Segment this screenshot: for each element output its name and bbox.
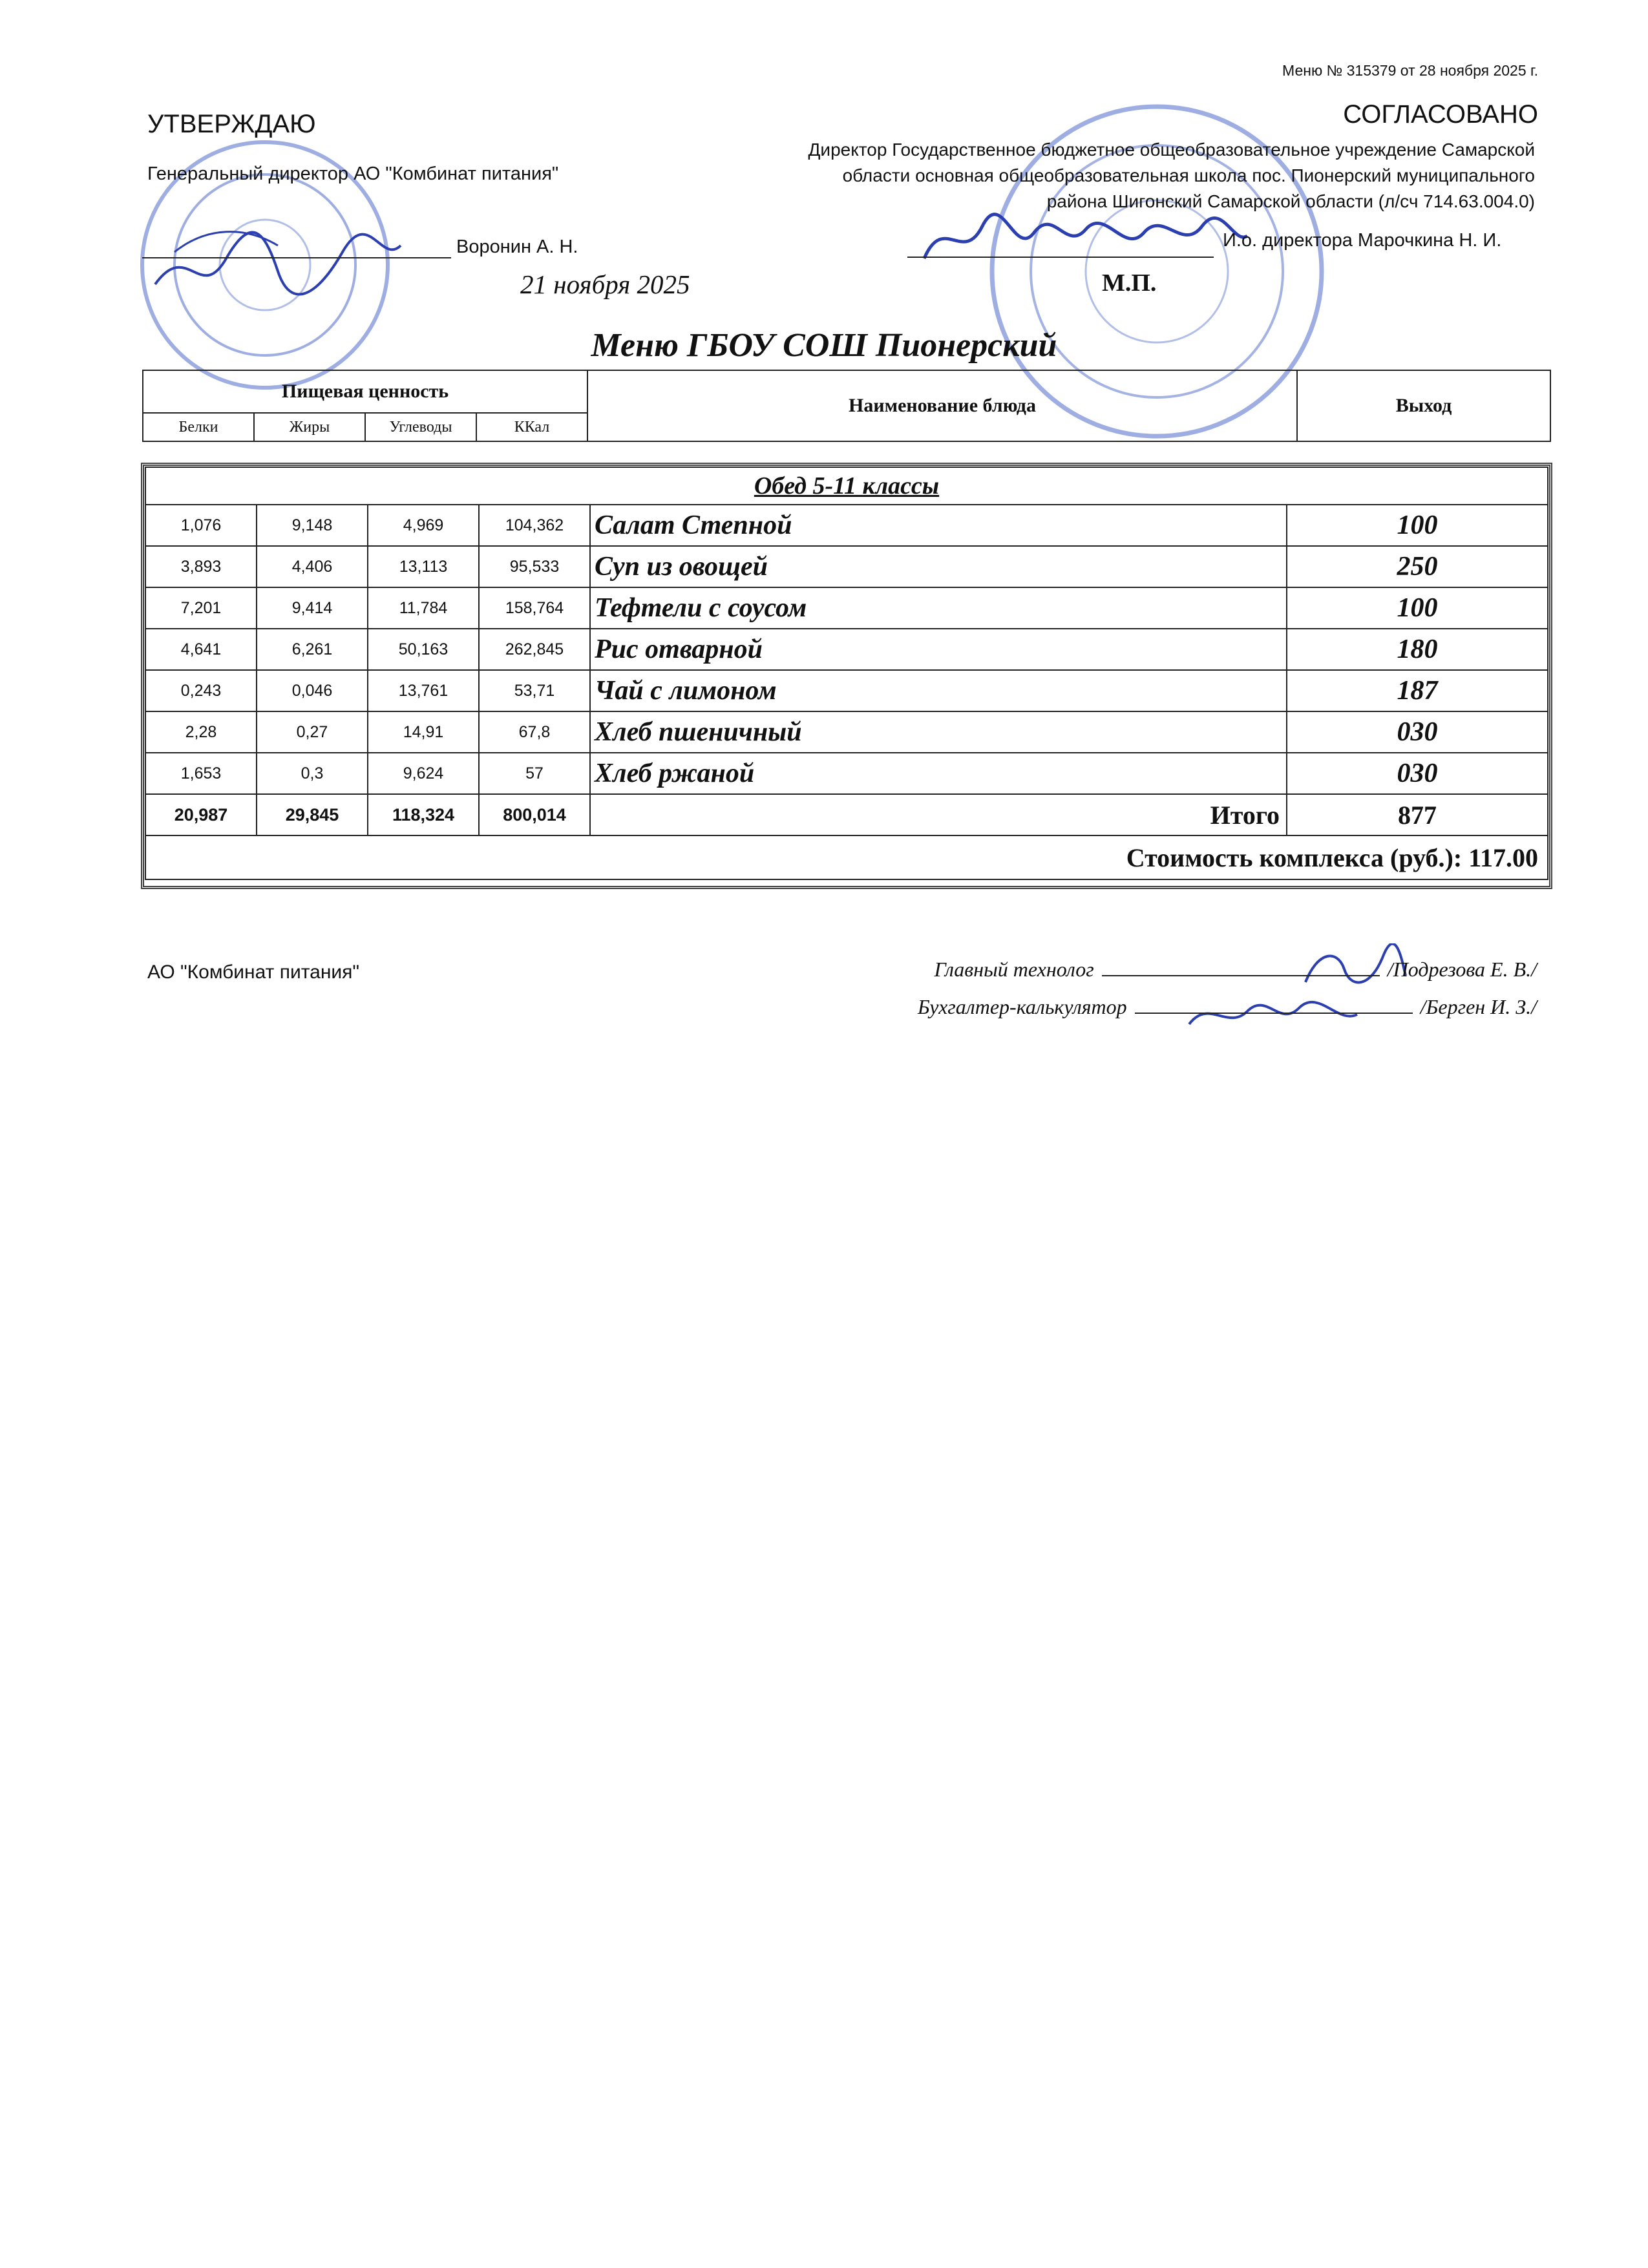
carbs-cell: 4,969 — [368, 505, 479, 546]
col-kcal: ККал — [476, 413, 587, 441]
output-cell: 100 — [1287, 587, 1548, 629]
dish-cell: Салат Степной — [590, 505, 1287, 546]
fat-cell: 0,046 — [257, 670, 368, 711]
output-cell: 187 — [1287, 670, 1548, 711]
dish-name-header: Наименование блюда — [587, 370, 1297, 441]
carbs-cell: 13,761 — [368, 670, 479, 711]
table-row — [145, 753, 1548, 794]
approve-signature-line — [142, 257, 451, 258]
fat-cell: 6,261 — [257, 629, 368, 670]
dish-cell: Хлеб ржаной — [590, 753, 1287, 794]
output-cell: 100 — [1287, 505, 1548, 546]
approve-date: 21 ноября 2025 — [520, 269, 690, 299]
menu-table — [145, 467, 1548, 880]
total-fat: 29,845 — [257, 794, 368, 835]
complex-cost: Стоимость комплекса (руб.): 117.00 — [145, 835, 1548, 879]
kcal-cell: 67,8 — [479, 711, 590, 753]
table-row — [145, 629, 1548, 670]
nutrition-header: Пищевая ценность — [143, 370, 587, 413]
section-title: Обед 5-11 классы — [145, 467, 1548, 505]
carbs-cell: 11,784 — [368, 587, 479, 629]
output-cell: 030 — [1287, 711, 1548, 753]
menu-header-table — [142, 370, 1551, 442]
technologist-signature-line — [1102, 958, 1380, 976]
total-row — [145, 794, 1548, 835]
stamp-mark: М.П. — [1102, 269, 1157, 297]
kcal-cell: 158,764 — [479, 587, 590, 629]
output-cell: 030 — [1287, 753, 1548, 794]
technologist-name: /Подрезова Е. В./ — [1387, 958, 1537, 981]
agree-role-line: Директор Государственное бюджетное общеобразовательное учреждение Самарской — [808, 140, 1535, 160]
total-protein: 20,987 — [145, 794, 257, 835]
agree-role — [721, 137, 1535, 215]
agree-heading: СОГЛАСОВАНО — [1343, 100, 1538, 129]
table-row — [145, 546, 1548, 587]
total-carbs: 118,324 — [368, 794, 479, 835]
footer-org: АО "Комбинат питания" — [147, 961, 360, 983]
total-output: 877 — [1287, 794, 1548, 835]
table-row — [145, 587, 1548, 629]
accountant-signature-row — [918, 995, 1537, 1019]
dish-cell: Рис отварной — [590, 629, 1287, 670]
fat-cell: 0,3 — [257, 753, 368, 794]
accountant-name: /Берген И. З./ — [1420, 995, 1537, 1018]
total-kcal: 800,014 — [479, 794, 590, 835]
agree-signature-line — [907, 257, 1214, 258]
protein-cell: 3,893 — [145, 546, 257, 587]
col-fat: Жиры — [254, 413, 365, 441]
protein-cell: 7,201 — [145, 587, 257, 629]
dish-cell: Тефтели с соусом — [590, 587, 1287, 629]
fat-cell: 9,148 — [257, 505, 368, 546]
fat-cell: 9,414 — [257, 587, 368, 629]
dish-cell: Хлеб пшеничный — [590, 711, 1287, 753]
protein-cell: 2,28 — [145, 711, 257, 753]
output-cell: 250 — [1287, 546, 1548, 587]
kcal-cell: 57 — [479, 753, 590, 794]
document-title: Меню ГБОУ СОШ Пионерский — [591, 327, 1057, 364]
protein-cell: 1,076 — [145, 505, 257, 546]
kcal-cell: 104,362 — [479, 505, 590, 546]
technologist-role: Главный технолог — [934, 958, 1094, 981]
output-cell: 180 — [1287, 629, 1548, 670]
kcal-cell: 262,845 — [479, 629, 590, 670]
kcal-cell: 53,71 — [479, 670, 590, 711]
carbs-cell: 50,163 — [368, 629, 479, 670]
director-signature — [149, 213, 407, 317]
approve-heading: УТВЕРЖДАЮ — [147, 110, 316, 138]
dish-cell: Суп из овощей — [590, 546, 1287, 587]
protein-cell: 4,641 — [145, 629, 257, 670]
col-carbs: Углеводы — [365, 413, 476, 441]
agree-role-line: области основная общеобразовательная школа пос. Пионерский муниципального — [842, 165, 1535, 185]
technologist-signature-row — [934, 958, 1537, 982]
approve-name: Воронин А. Н. — [456, 236, 578, 257]
protein-cell: 1,653 — [145, 753, 257, 794]
accountant-signature-line — [1135, 996, 1413, 1014]
table-row — [145, 505, 1548, 546]
carbs-cell: 14,91 — [368, 711, 479, 753]
menu-number: Меню № 315379 от 28 ноября 2025 г. — [1282, 62, 1538, 79]
kcal-cell: 95,533 — [479, 546, 590, 587]
agree-role-line: района Шигонский Самарской области (л/сч 714.63.004.0) — [1046, 191, 1535, 211]
output-header: Выход — [1297, 370, 1550, 441]
table-row — [145, 670, 1548, 711]
protein-cell: 0,243 — [145, 670, 257, 711]
total-label: Итого — [590, 794, 1287, 835]
agree-name: И.о. директора Марочкина Н. И. — [1223, 230, 1502, 251]
school-signature — [918, 207, 1254, 271]
dish-cell: Чай с лимоном — [590, 670, 1287, 711]
fat-cell: 0,27 — [257, 711, 368, 753]
col-protein: Белки — [143, 413, 254, 441]
table-row — [145, 711, 1548, 753]
accountant-role: Бухгалтер-калькулятор — [917, 995, 1127, 1018]
carbs-cell: 13,113 — [368, 546, 479, 587]
approve-role: Генеральный директор АО "Комбинат питания" — [147, 163, 559, 184]
carbs-cell: 9,624 — [368, 753, 479, 794]
fat-cell: 4,406 — [257, 546, 368, 587]
